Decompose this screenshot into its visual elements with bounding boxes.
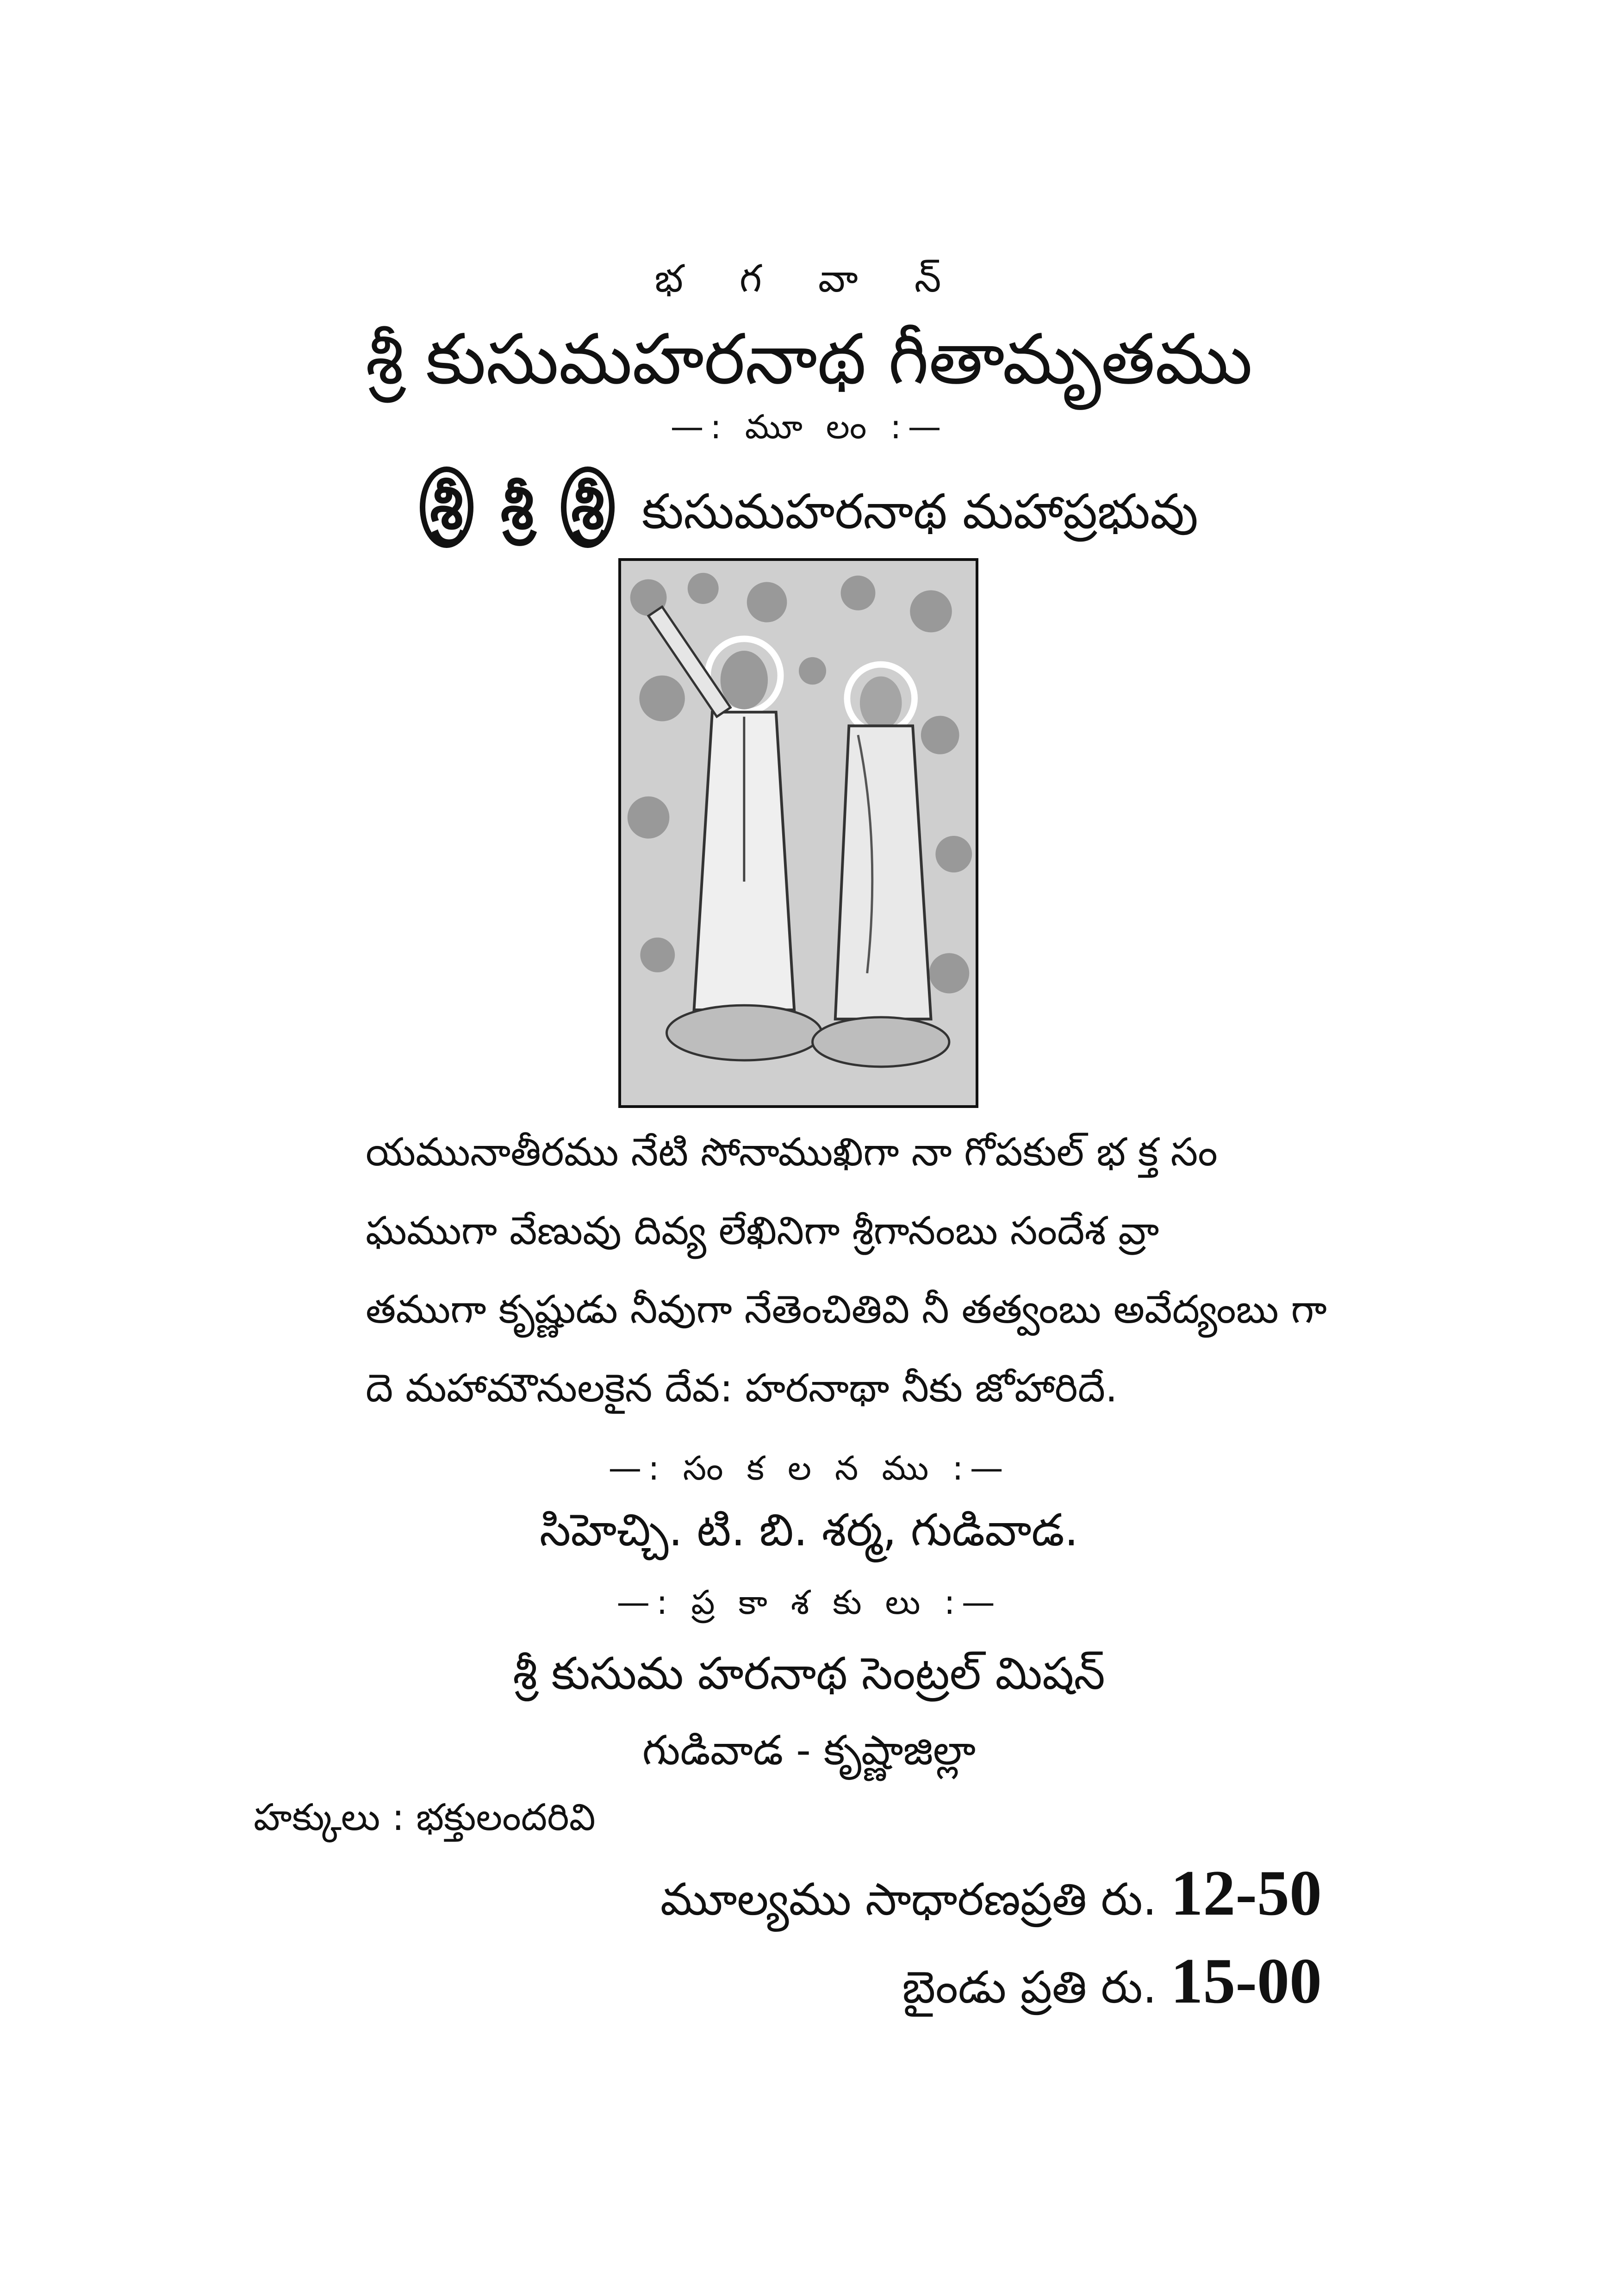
price-bound [902,1944,1322,2024]
verse-line-1: యమునాతీరము నేటి సోనాముఖిగా నా గోపకుల్ భ క్త సం [366,1129,1218,1175]
author-line [0,472,1618,557]
bhagavan-heading: భ గ వా న్ [654,257,964,301]
author-name: కుసుమహరనాథ మహాప్రభువు [641,483,1198,540]
rights-note: హక్కులు : భక్తులందరివి [254,1796,596,1839]
shri-mark-2: శ్రీ [500,472,534,542]
photo-illustration [621,561,976,1105]
price-bound-label: బైండు ప్రతి రు. [902,1961,1157,2013]
moolam-heading: —: మూ లం :— [670,407,948,446]
price-regular-value: 12-50 [1170,1857,1322,1929]
compiler-name: సిహెచ్చి. టి. బి. శర్మ, గుడివాడ. [539,1504,1079,1556]
compilation-heading: —: సం క ల న ము :— [608,1449,1010,1487]
price-regular [660,1856,1322,1936]
verse-line-2: ఘముగా వేణువు దివ్య లేఖినిగా శ్రీగానంబు సందేశ వ్రా [366,1208,1159,1253]
price-regular-label: మూల్యము సాధారణప్రతి రు. [660,1873,1157,1925]
price-bound-value: 15-00 [1170,1945,1322,2017]
verse-line-4: దె మహామౌనులకైన దేవ: హరనాథా నీకు జోహారిదే. [366,1365,1118,1411]
publishers-heading: —: ప్ర కా శ కు లు :— [616,1583,1002,1622]
publisher-name: శ్రీ కుసుమ హరనాథ సెంట్రల్ మిషన్ [513,1648,1105,1699]
verse-line-3: తముగా కృష్ణుడు నీవుగా నేతెంచితివి నీ తత్వంబు అవేద్యంబు గా [366,1287,1327,1332]
shri-mark-3: శ్రీ [561,467,615,548]
publisher-place: గుడివాడ - కృష్ణాజిల్లా [642,1726,976,1774]
devotional-photo [618,558,978,1108]
book-title: శ్రీ కుసుమహరనాథ గీతామృతము [365,319,1253,400]
shri-mark-1: శ్రీ [420,467,473,548]
